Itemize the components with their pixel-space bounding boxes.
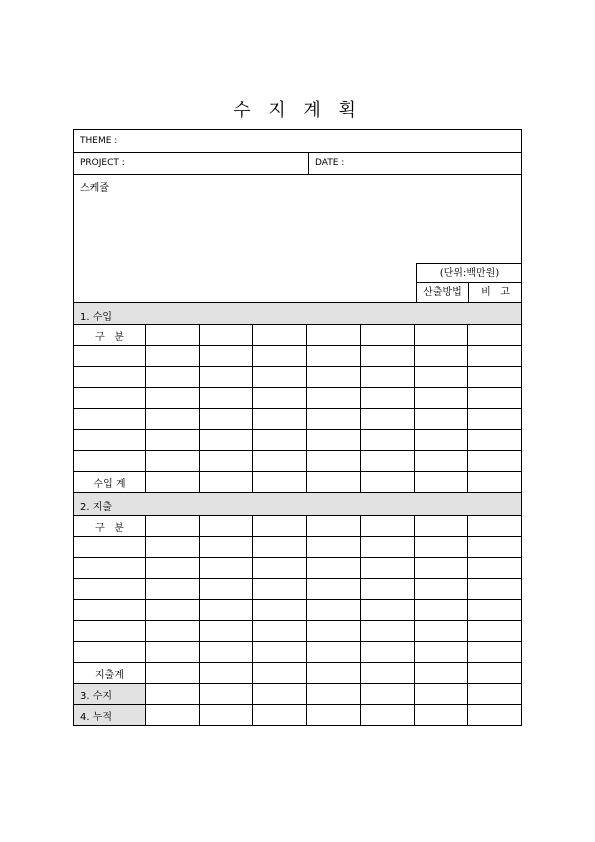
table-cell[interactable] (253, 579, 307, 600)
table-cell[interactable] (360, 367, 414, 388)
table-cell[interactable] (199, 621, 253, 642)
table-row (74, 558, 522, 579)
schedule-label: 스케쥴 (80, 183, 109, 194)
table-cell[interactable] (307, 558, 361, 579)
table-cell[interactable] (253, 621, 307, 642)
table-row (74, 684, 522, 705)
table-row (74, 516, 522, 537)
table-cell[interactable] (146, 409, 200, 430)
table-cell[interactable] (74, 409, 146, 430)
table-cell[interactable] (468, 705, 522, 726)
table-cell[interactable] (414, 451, 468, 472)
table-cell[interactable] (253, 388, 307, 409)
table-cell[interactable] (414, 558, 468, 579)
balance-label: 3. 수지 (74, 684, 146, 705)
table-cell[interactable] (307, 642, 361, 663)
table-cell[interactable] (253, 367, 307, 388)
table-row (74, 451, 522, 472)
table-cell[interactable] (146, 451, 200, 472)
table-cell[interactable] (253, 346, 307, 367)
table-cell[interactable] (414, 579, 468, 600)
table-cell[interactable] (146, 537, 200, 558)
table-cell[interactable] (146, 558, 200, 579)
table-cell[interactable] (146, 642, 200, 663)
table-cell[interactable] (199, 388, 253, 409)
table-cell[interactable] (146, 579, 200, 600)
table-cell[interactable] (414, 684, 468, 705)
table-cell[interactable] (199, 600, 253, 621)
table-row (74, 537, 522, 558)
table-cell[interactable] (468, 388, 522, 409)
project-date-row (73, 152, 522, 174)
table-cell[interactable] (199, 642, 253, 663)
table-cell[interactable] (307, 705, 361, 726)
table-cell[interactable] (360, 472, 414, 493)
table-cell[interactable] (414, 663, 468, 684)
table-cell[interactable] (146, 325, 200, 346)
table-cell[interactable] (414, 642, 468, 663)
table-cell[interactable] (253, 705, 307, 726)
table-cell[interactable] (360, 600, 414, 621)
table-cell[interactable] (307, 451, 361, 472)
table-cell[interactable] (253, 684, 307, 705)
expense-section-label: 2. 지출 (80, 502, 113, 513)
table-row (74, 579, 522, 600)
table-cell[interactable] (360, 705, 414, 726)
table-cell[interactable] (74, 430, 146, 451)
table-cell[interactable] (146, 346, 200, 367)
table-cell[interactable] (360, 409, 414, 430)
table-cell[interactable] (468, 430, 522, 451)
table-cell[interactable] (146, 621, 200, 642)
table-cell[interactable] (360, 684, 414, 705)
table-cell[interactable] (199, 537, 253, 558)
table-cell[interactable] (253, 409, 307, 430)
table-cell[interactable] (146, 367, 200, 388)
page-title: 수 지 계 획 (233, 100, 362, 121)
table-cell[interactable] (307, 663, 361, 684)
table-cell[interactable] (307, 388, 361, 409)
theme-row (73, 129, 522, 152)
table-cell[interactable] (468, 600, 522, 621)
table-row (74, 663, 522, 684)
table-cell[interactable] (199, 346, 253, 367)
table-cell[interactable] (74, 579, 146, 600)
table-cell[interactable] (199, 684, 253, 705)
table-cell[interactable] (74, 621, 146, 642)
table-cell[interactable] (307, 367, 361, 388)
table-cell[interactable] (199, 663, 253, 684)
table-cell[interactable] (199, 558, 253, 579)
table-cell[interactable] (199, 325, 253, 346)
table-cell[interactable] (360, 451, 414, 472)
expense-total-label: 지출계 (74, 663, 146, 684)
calc-method-label: 산출방법 (417, 283, 469, 303)
table-cell[interactable] (307, 472, 361, 493)
table-cell[interactable] (307, 621, 361, 642)
table-cell[interactable] (199, 451, 253, 472)
table-cell[interactable] (307, 346, 361, 367)
income-category-header: 구 분 (74, 325, 146, 346)
table-cell[interactable] (74, 367, 146, 388)
income-section-header (73, 302, 522, 324)
table-cell[interactable] (414, 430, 468, 451)
table-cell[interactable] (253, 516, 307, 537)
table-cell[interactable] (199, 409, 253, 430)
table-cell[interactable] (468, 558, 522, 579)
table-cell[interactable] (253, 472, 307, 493)
income-total-label: 수입 계 (74, 472, 146, 493)
table-row (74, 621, 522, 642)
schedule-area (73, 174, 522, 302)
table-cell[interactable] (253, 600, 307, 621)
table-cell[interactable] (253, 642, 307, 663)
table-cell[interactable] (360, 325, 414, 346)
table-cell[interactable] (360, 430, 414, 451)
plan-form (73, 129, 522, 726)
table-cell[interactable] (468, 642, 522, 663)
table-row (74, 430, 522, 451)
table-cell[interactable] (146, 516, 200, 537)
table-cell[interactable] (360, 537, 414, 558)
expense-section-header (73, 493, 522, 515)
table-cell[interactable] (414, 346, 468, 367)
table-cell[interactable] (146, 472, 200, 493)
table-cell[interactable] (360, 663, 414, 684)
table-cell[interactable] (74, 451, 146, 472)
table-row (74, 705, 522, 726)
remark-label: 비 고 (481, 287, 510, 298)
table-cell[interactable] (414, 621, 468, 642)
table-cell[interactable] (253, 558, 307, 579)
table-cell[interactable] (468, 663, 522, 684)
table-cell[interactable] (468, 472, 522, 493)
table-row (74, 388, 522, 409)
theme-label: THEME : (80, 136, 118, 146)
table-cell[interactable] (360, 558, 414, 579)
table-cell[interactable] (307, 409, 361, 430)
project-date-divider (308, 153, 309, 175)
table-cell[interactable] (468, 516, 522, 537)
table-cell[interactable] (468, 451, 522, 472)
table-cell[interactable] (414, 705, 468, 726)
table-row (74, 409, 522, 430)
table-cell[interactable] (146, 663, 200, 684)
income-table (73, 324, 522, 493)
table-cell[interactable] (468, 621, 522, 642)
table-cell[interactable] (199, 579, 253, 600)
cumulative-label: 4. 누적 (74, 705, 146, 726)
table-cell[interactable] (74, 388, 146, 409)
table-cell[interactable] (199, 516, 253, 537)
date-label: DATE : (315, 158, 345, 168)
table-cell[interactable] (468, 684, 522, 705)
table-cell[interactable] (199, 367, 253, 388)
table-cell[interactable] (360, 346, 414, 367)
table-cell[interactable] (253, 663, 307, 684)
table-cell[interactable] (360, 516, 414, 537)
table-cell[interactable] (468, 346, 522, 367)
income-section-label: 1. 수입 (80, 312, 113, 323)
table-cell[interactable] (74, 600, 146, 621)
table-cell[interactable] (74, 346, 146, 367)
table-cell[interactable] (468, 367, 522, 388)
table-cell[interactable] (74, 537, 146, 558)
table-cell[interactable] (146, 388, 200, 409)
table-cell[interactable] (307, 430, 361, 451)
table-cell[interactable] (468, 579, 522, 600)
expense-table (73, 515, 522, 726)
table-cell[interactable] (414, 388, 468, 409)
unit-box (416, 263, 522, 303)
table-cell[interactable] (468, 409, 522, 430)
table-cell[interactable] (253, 451, 307, 472)
table-cell[interactable] (468, 537, 522, 558)
table-cell[interactable] (199, 430, 253, 451)
table-cell[interactable] (414, 325, 468, 346)
table-row (74, 346, 522, 367)
table-cell[interactable] (146, 705, 200, 726)
table-cell[interactable] (146, 430, 200, 451)
table-row (74, 472, 522, 493)
table-cell[interactable] (360, 642, 414, 663)
table-cell[interactable] (307, 579, 361, 600)
table-cell[interactable] (414, 516, 468, 537)
table-row (74, 367, 522, 388)
table-cell[interactable] (307, 600, 361, 621)
table-cell[interactable] (414, 409, 468, 430)
table-cell[interactable] (199, 705, 253, 726)
table-cell[interactable] (360, 621, 414, 642)
project-label: PROJECT : (80, 158, 125, 168)
table-cell[interactable] (146, 684, 200, 705)
table-cell[interactable] (414, 537, 468, 558)
table-cell[interactable] (360, 388, 414, 409)
table-cell[interactable] (414, 472, 468, 493)
table-cell[interactable] (414, 600, 468, 621)
unit-label: (단위:백만원) (417, 264, 522, 283)
table-cell[interactable] (74, 558, 146, 579)
table-cell[interactable] (360, 579, 414, 600)
table-cell[interactable] (253, 325, 307, 346)
table-cell[interactable] (307, 325, 361, 346)
table-cell[interactable] (307, 684, 361, 705)
table-cell[interactable] (307, 537, 361, 558)
table-cell[interactable] (253, 430, 307, 451)
expense-category-header: 구 분 (74, 516, 146, 537)
table-cell[interactable] (307, 516, 361, 537)
table-cell[interactable] (146, 600, 200, 621)
table-row (74, 642, 522, 663)
table-row (74, 325, 522, 346)
table-cell[interactable] (253, 537, 307, 558)
table-cell[interactable] (199, 472, 253, 493)
table-cell[interactable] (414, 367, 468, 388)
table-cell[interactable] (468, 325, 522, 346)
table-row (74, 600, 522, 621)
table-cell[interactable] (74, 642, 146, 663)
